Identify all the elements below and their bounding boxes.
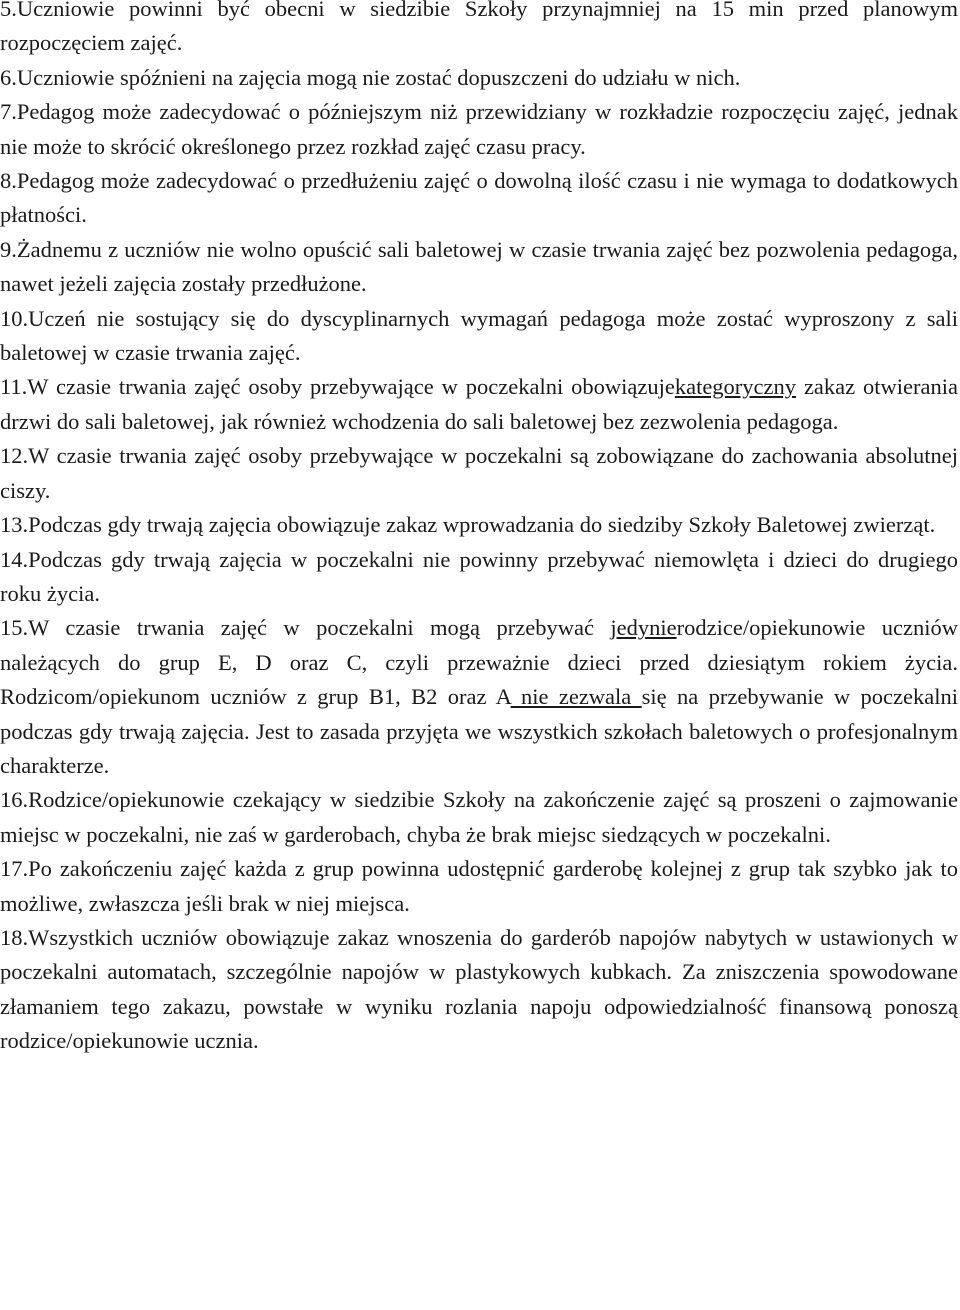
- rule-14: 14.Podczas gdy trwają zajęcia w poczekalni nie powinny przebywać niemowlęta i dzieci do drugiego roku życia.: [0, 546, 958, 606]
- rule-11-text-b: zakaz otwierania drzwi do sali baletowej, jak również wchodzenia do sali baletowej bez zezwolenia pedagoga.: [0, 374, 958, 434]
- rule-15-text-c: się na przebywanie w poczekalni podczas gdy trwają zajęcia. Jest to zasada przyjęta we wszystkich szkołach baletowych o profesjonalnym charakterze.: [0, 684, 958, 778]
- rule-11: [0, 370, 958, 439]
- rule-15-text-a: 15.W czasie trwania zajęć w poczekalni mogą przebywać: [0, 615, 611, 641]
- rule-15-underlined-a: jedynie: [610, 615, 677, 641]
- rule-11-text-a: 11.W czasie trwania zajęć osoby przebywające w poczekalni obowiązuje: [0, 374, 675, 400]
- rule-9: 9.Żadnemu z uczniów nie wolno opuścić sali baletowej w czasie trwania zajęć bez pozwolenia pedagoga, nawet jeżeli zajęcia zostały przedłużone.: [0, 236, 958, 297]
- rule-12: 12.W czasie trwania zajęć osoby przebywające w poczekalni są zobowiązane do zachowania absolutnej ciszy.: [0, 443, 958, 503]
- rule-18: 18.Wszystkich uczniów obowiązuje zakaz wnoszenia do garderób napojów nabytych w ustawionych w poczekalni automatach, szczególnie napojów w plastykowych kubkach. Za zniszczenia spowodowane złamaniem tego zakazu, powstałe w wyniku rozlania napoju odpowiedzialność finansową ponoszą rodzice/opiekunowie ucznia.: [0, 924, 958, 1054]
- rule-6: 6.Uczniowie spóźnieni na zajęcia mogą nie zostać dopuszczeni do udziału w nich.: [0, 64, 741, 90]
- rule-15: [0, 611, 958, 783]
- rule-7: 7.Pedagog może zadecydować o późniejszym niż przewidziany w rozkładzie rozpoczęciu zajęć, jednak nie może to skrócić określonego przez rozkład zajęć czasu pracy.: [0, 99, 958, 159]
- rule-5: 5.Uczniowie powinni być obecni w siedzibie Szkoły przynajmniej na 15 min przed planowym rozpoczęciem zajęć.: [0, 0, 958, 56]
- rule-17: 17.Po zakończeniu zajęć każda z grup powinna udostępnić garderobę kolejnej z grup tak szybko jak to możliwe, zwłaszcza jeśli brak w niej miejsca.: [0, 856, 958, 916]
- rule-15-text-b: rodzice/opiekunowie uczniów należących do grup E, D oraz C, czyli przeważnie dzieci przed dziesiątym rokiem życia. Rodzicom/opiekunom uczniów z grup B1, B2 oraz A: [0, 615, 958, 710]
- rule-8: 8.Pedagog może zadecydować o przedłużeniu zajęć o dowolną ilość czasu i nie wymaga to dodatkowych płatności.: [0, 168, 958, 228]
- rule-10: 10.Uczeń nie sostujący się do dyscyplinarnych wymagań pedagoga może zostać wyproszony z sali baletowej w czasie trwania zajęć.: [0, 305, 958, 366]
- rule-11-underlined: kategoryczny: [674, 374, 797, 400]
- rule-16: 16.Rodzice/opiekunowie czekający w siedzibie Szkoły na zakończenie zajęć są proszeni o zajmowanie miejsc w poczekalni, nie zaś w garderobach, chyba że brak miejsc siedzących w poczekalni.: [0, 787, 958, 847]
- rule-13: 13.Podczas gdy trwają zajęcia obowiązuje zakaz wprowadzania do siedziby Szkoły Baletowej zwierząt.: [0, 512, 936, 538]
- rule-15-underlined-b: nie zezwala: [510, 684, 642, 710]
